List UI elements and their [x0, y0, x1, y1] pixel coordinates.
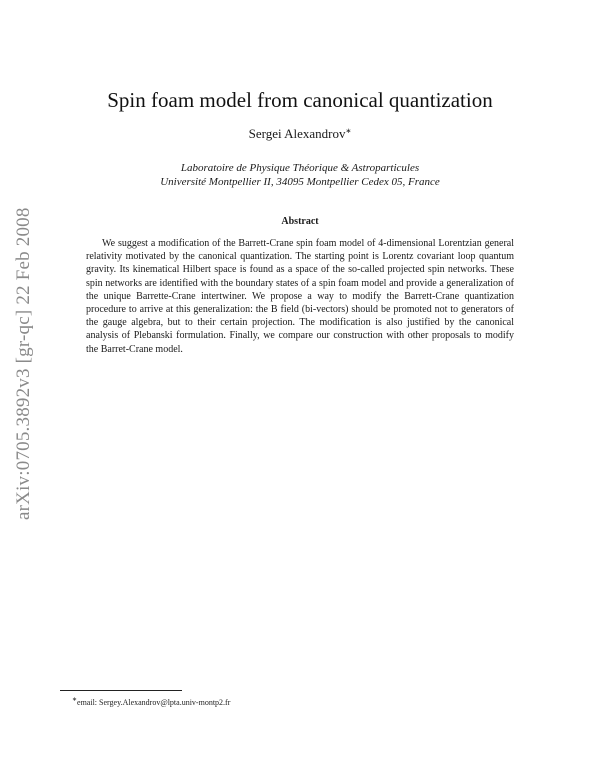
abstract-heading: Abstract [281, 216, 319, 227]
footnote [72, 696, 472, 707]
author-name: Sergei Alexandrov [248, 126, 346, 141]
author-footnote-mark: ∗ [345, 127, 352, 135]
affiliation [0, 161, 600, 189]
arxiv-identifier-stamp: arXiv:0705.3892v3 [gr-qc] 22 Feb 2008 [13, 207, 34, 520]
abstract-body: We suggest a modification of the Barrett-Crane spin foam model of 4-dimensional Lorentzian general relativity motivated by the canonical quantization. The starting point is Lorentz covariant loop quantum gravity. Its kinematical Hilbert space is found as a space of the so-called projected spin networks. These spin networks are identified with the boundary states of a spin foam model and provide a generalization of the unique Barrette-Crane intertwiner. We propose a way to modify the Barrett-Crane quantization procedure to arrive at this generalization: the B field (bi-vectors) should be promoted not to generators of the gauge algebra, but to their certain projection. The modification is also justified by the canonical analysis of Plebanski formulation. Finally, we compare our construction with other proposals to modify the Barret-Crane model. [86, 238, 514, 355]
author-line [0, 126, 600, 142]
affiliation-line-2: Université Montpellier II, 34095 Montpellier Cedex 05, France [160, 176, 440, 188]
affiliation-line-1: Laboratoire de Physique Théorique & Astroparticules [180, 162, 420, 174]
footnote-mark: ∗ [72, 697, 78, 703]
footnote-email: email: Sergey.Alexandrov@lpta.univ-montp2.fr [77, 698, 231, 707]
footnote-divider [60, 690, 182, 691]
paper-title: Spin foam model from canonical quantization [107, 88, 493, 112]
